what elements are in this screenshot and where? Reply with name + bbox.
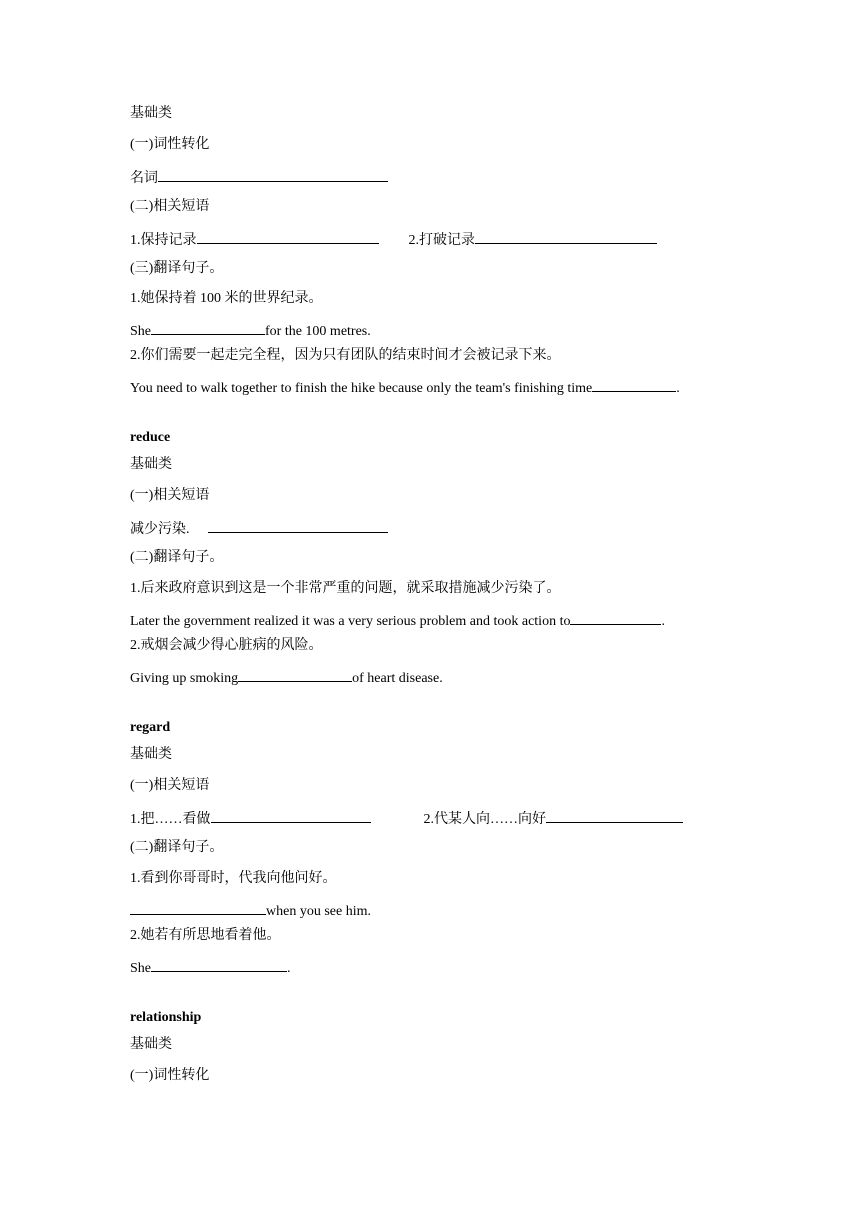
section3-phrases-row [130,808,683,829]
section4-part1-title: (一)词性转化 [130,1068,210,1083]
phrase-give-regards-blank[interactable] [546,808,683,823]
section2-category: 基础类 [130,457,172,472]
section1-part1-title: (一)词性转化 [130,137,210,152]
section3-heading: regard [130,720,171,735]
reduce-q1-blank[interactable] [570,610,661,625]
reduce-q1-en-start: Later the government realized it was a very serious problem and took action to [130,614,571,629]
section2-heading: reduce [130,430,171,445]
phrase-reduce-pollution-label: 减少污染. [130,522,190,537]
section1-category: 基础类 [130,106,172,121]
section4-heading: relationship [130,1010,202,1025]
section2-q1-en [130,610,665,631]
section1-q2-en [130,377,680,398]
noun-label: 名词 [130,171,158,186]
section1-q1-cn: 1.她保持着 100 米的世界纪录。 [130,291,323,306]
section3-q1-en [130,900,371,921]
reduce-q2-blank[interactable] [238,667,352,682]
phrase-keep-record-label: 1.保持记录 [130,233,197,248]
q2-en-end: . [676,381,680,396]
section2-q2-cn: 2.戒烟会减少得心脏病的风险。 [130,638,323,653]
section2-part1-title: (一)相关短语 [130,488,210,503]
section1-part2-title: (二)相关短语 [130,199,210,214]
q1-en-start: She [130,324,151,339]
noun-blank[interactable] [158,167,388,182]
regard-q1-blank[interactable] [130,900,266,915]
section2-q1-cn: 1.后来政府意识到这是一个非常严重的问题，就采取措施减少污染了。 [130,581,561,596]
reduce-q1-en-end: . [661,614,665,629]
reduce-q2-en-start: Giving up smoking [130,671,239,686]
regard-q2-en-end: . [287,961,291,976]
section3-q2-en [130,957,291,978]
q2-en-start: You need to walk together to finish the hike because only the team's finishing time [130,381,593,396]
section1-q1-en [130,320,371,341]
noun-row [130,167,388,188]
section2-part2-title: (二)翻译句子。 [130,550,224,565]
phrase-regard-as-blank[interactable] [211,808,371,823]
regard-q1-en-end: when you see him. [266,904,371,919]
section3-part1-title: (一)相关短语 [130,778,210,793]
q1-blank[interactable] [151,320,265,335]
section1-part3-title: (三)翻译句子。 [130,261,224,276]
phrase-break-record-label: 2.打破记录 [408,233,475,248]
reduce-q2-en-end: of heart disease. [352,671,443,686]
phrase-break-record-blank[interactable] [475,229,657,244]
regard-q2-blank[interactable] [151,957,287,972]
phrase-regard-as-label: 1.把……看做 [130,812,211,827]
phrase-give-regards-label: 2.代某人向……向好 [423,812,546,827]
section1-q2-cn: 2.你们需要一起走完全程，因为只有团队的结束时间才会被记录下来。 [130,348,561,363]
section2-phrase-row [130,518,388,539]
section1-phrases-row [130,229,657,250]
q2-blank[interactable] [592,377,676,392]
q1-en-end: for the 100 metres. [265,324,371,339]
regard-q2-en-start: She [130,961,151,976]
phrase-reduce-pollution-blank[interactable] [208,518,388,533]
section4-category: 基础类 [130,1037,172,1052]
section2-q2-en [130,667,443,688]
section3-q2-cn: 2.她若有所思地看着他。 [130,928,281,943]
section3-category: 基础类 [130,747,172,762]
section3-q1-cn: 1.看到你哥哥时，代我向他问好。 [130,871,337,886]
phrase-keep-record-blank[interactable] [197,229,379,244]
section3-part2-title: (二)翻译句子。 [130,840,224,855]
